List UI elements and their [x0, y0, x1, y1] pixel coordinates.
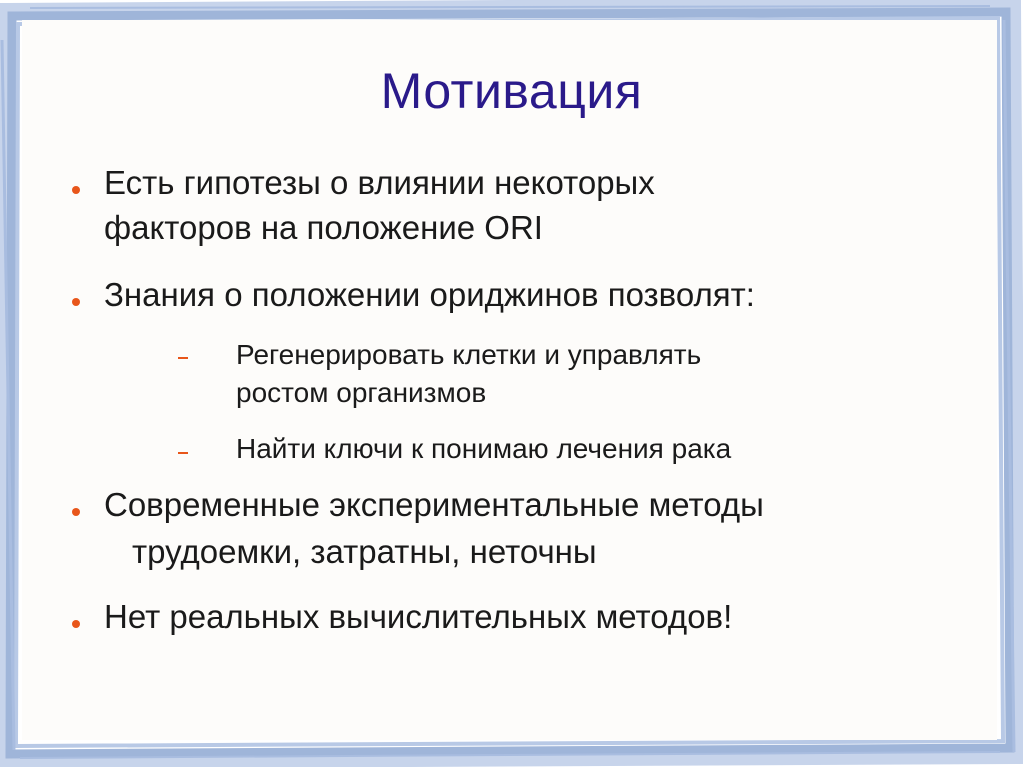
- bullet-4-line-1: Нет реальных вычислительных методов!: [104, 598, 733, 635]
- bullet-2-line-1: Знания о положении ориджинов позволят:: [104, 276, 755, 313]
- slide-title: Мотивация: [380, 63, 643, 119]
- subitem-1-line-2: ростом организмов: [236, 377, 487, 408]
- sub-bullet-marker: [178, 357, 188, 359]
- bullet-1-line-2: факторов на положение ORI: [104, 209, 543, 246]
- bullet-marker: [72, 508, 80, 516]
- bullet-1-line-1: Есть гипотезы о влиянии некоторых: [104, 164, 655, 201]
- bullet-marker: [72, 186, 80, 194]
- bullet-3-line-1: Современные экспериментальные методы: [104, 486, 764, 523]
- bullet-3-line-2: трудоемки, затратны, неточны: [132, 533, 597, 570]
- subitem-1-line-1: Регенерировать клетки и управлять: [236, 339, 702, 370]
- sub-bullet-marker: [178, 452, 188, 454]
- bullet-marker: [72, 298, 80, 306]
- bullet-marker: [72, 620, 80, 628]
- subitem-2-line-1: Найти ключи к понимаю лечения рака: [236, 433, 732, 464]
